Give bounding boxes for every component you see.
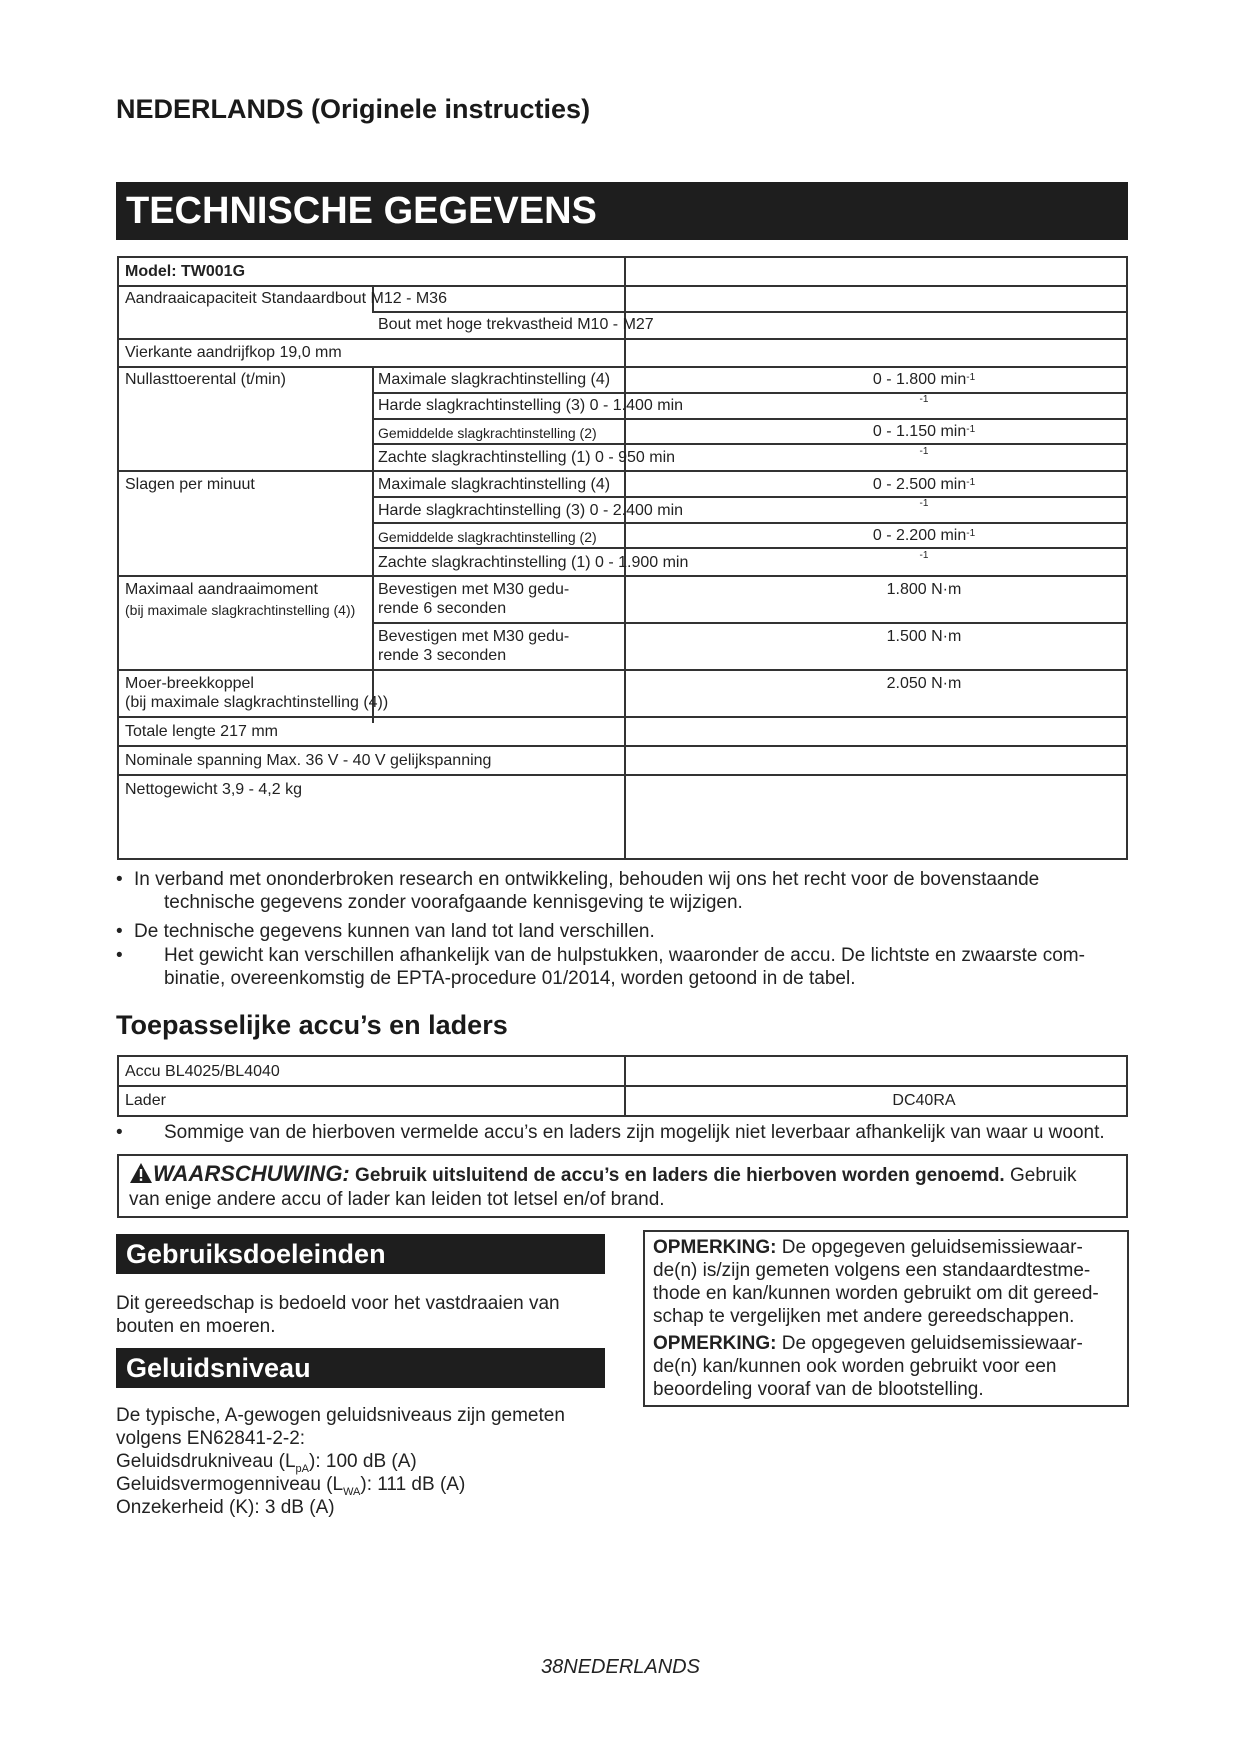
- torque-condition: rende 6 seconden: [378, 600, 507, 617]
- torque-label: Maximaal aandraaimoment: [125, 581, 318, 598]
- note-box: OPMERKING: De opgegeven geluidsemissiewaar- de(n) is/zijn gemeten volgens een standaardtestme- thode en kan/kunnen worden gebruikt om dit gereed- schap te vergelijken met andere gereedschappen. OPMERKING: De opgegeven geluidsemissiewaar- de(n) kan/kunnen ook worden gebruikt voor een beoordeling vooraf van de blootstelling.: [643, 1230, 1129, 1407]
- note-text: de(n) kan/kunnen ook worden gebruikt voor een: [653, 1356, 1057, 1377]
- tech-specs-banner: TECHNISCHE GEGEVENS: [116, 182, 1128, 240]
- noload-value: 0 - 1.150 $\min^{-1}$: [872, 423, 976, 440]
- warning-text-cont: van enige andere accu of lader kan leiden tot letsel en/of brand.: [129, 1189, 665, 1210]
- torque-condition: Bevestigen met M30 gedu-: [378, 628, 570, 645]
- note-text: thode en kan/kunnen worden gebruikt om dit gereed-: [653, 1283, 1099, 1304]
- bpm-setting: Harde slagkrachtinstelling (3) 0 - 2.400 min: [378, 502, 684, 519]
- note-research-cont: technische gegevens zonder voorafgaande kennisgeving te wijzigen.: [164, 892, 743, 913]
- battery-models: Accu BL4025/BL4040: [125, 1063, 280, 1080]
- total-length: Totale lengte 217 mm: [125, 723, 278, 740]
- bpm-setting: Maximale slagkrachtinstelling (4): [378, 476, 611, 493]
- note-label: OPMERKING:: [653, 1333, 777, 1354]
- note-label: OPMERKING:: [653, 1237, 777, 1258]
- bpm-setting: Zachte slagkrachtinstelling (1) 0 - 1.900 min: [378, 554, 689, 571]
- sound-power: Geluidsvermogenniveau $(L_{WA})$: 111 dB (A): [116, 1474, 466, 1498]
- note-weight: Het gewicht kan verschillen afhankelijk van de hulpstukken, waaronder de accu. De lichtste en zwaarste com-: [164, 945, 1085, 966]
- warning-triangle-icon: [129, 1162, 153, 1184]
- noload-setting: Zachte slagkrachtinstelling (1) 0 - 950 min: [378, 449, 676, 466]
- spec-table: [117, 256, 1128, 860]
- torque-condition: rende 3 seconden: [378, 647, 507, 664]
- bullet: •: [116, 921, 123, 942]
- bpm-value: -1: [919, 498, 929, 509]
- battery-table: [117, 1055, 1128, 1117]
- bullet: •: [116, 869, 123, 890]
- warning-box: [117, 1154, 1128, 1218]
- uncertainty: Onzekerheid (K): 3 dB (A): [116, 1497, 335, 1518]
- charger-label: Lader: [125, 1092, 166, 1109]
- noload-setting: Harde slagkrachtinstelling (3) 0 - 1.400 min: [378, 397, 684, 414]
- noise-standard: volgens EN62841-2-2:: [116, 1428, 306, 1449]
- torque-value: 1.800 N·m: [886, 581, 962, 598]
- charger-value: DC40RA: [892, 1092, 956, 1109]
- battery-section-title: Toepasselijke accu’s en laders: [116, 1010, 508, 1040]
- page-footer: 38NEDERLANDS: [541, 1656, 700, 1678]
- torque-value: 1.500 N·m: [886, 628, 962, 645]
- bullet: •: [116, 1122, 123, 1143]
- break-value: 2.050 N·m: [886, 675, 962, 692]
- break-sub: (bij maximale slagkrachtinstelling (4)): [125, 694, 389, 711]
- capacity-high-tensile: Bout met hoge trekvastheid M10 - M27: [378, 316, 654, 333]
- noise-title: Geluidsniveau: [116, 1348, 605, 1388]
- note-country: De technische gegevens kunnen van land tot land verschillen.: [134, 921, 655, 942]
- model-label: Model: TW001G: [125, 263, 246, 280]
- warning-bold-text: Gebruik uitsluitend de accu’s en laders die hierboven worden genoemd.: [355, 1165, 1005, 1186]
- torque-condition: Bevestigen met M30 gedu-: [378, 581, 570, 598]
- net-weight: Nettogewicht 3,9 - 4,2 kg: [125, 781, 302, 798]
- capacity-label: Aandraaicapaciteit Standaardbout M12 - M36: [125, 290, 447, 307]
- noload-setting: Maximale slagkrachtinstelling (4): [378, 371, 611, 388]
- note-research: In verband met ononderbroken research en ontwikkeling, behouden wij ons het recht voor de bovenstaande: [134, 869, 1040, 890]
- bpm-value: 0 - 2.200 $\min^{-1}$: [872, 527, 976, 544]
- note-text: beoordeling vooraf van de blootstelling.: [653, 1379, 984, 1400]
- noload-value: -1: [919, 394, 929, 405]
- break-label: Moer-breekkoppel: [125, 675, 254, 692]
- sound-pressure: Geluidsdrukniveau $(L_{pA})$: 100 dB (A): [116, 1451, 417, 1475]
- usage-text: Dit gereedschap is bedoeld voor het vastdraaien van: [116, 1293, 560, 1314]
- usage-text-cont: bouten en moeren.: [116, 1316, 276, 1337]
- noise-intro: De typische, A-gewogen geluidsniveaus zijn gemeten: [116, 1405, 565, 1426]
- bullet: •: [116, 945, 123, 966]
- noload-setting: Gemiddelde slagkrachtinstelling (2): [378, 425, 597, 441]
- bpm-label: Slagen per minuut: [125, 476, 255, 493]
- torque-sub: (bij maximale slagkrachtinstelling (4)): [125, 602, 356, 618]
- battery-availability-note: Sommige van de hierboven vermelde accu’s en laders zijn mogelijk niet leverbaar afhankelijk van waar u woont.: [164, 1122, 1105, 1143]
- note-text: schap te vergelijken met andere gereedschappen.: [653, 1306, 1075, 1327]
- rated-voltage: Nominale spanning Max. 36 V - 40 V gelijkspanning: [125, 752, 492, 769]
- warning-text: Gebruik: [1010, 1165, 1077, 1186]
- bpm-value: 0 - 2.500 $\min^{-1}$: [872, 476, 976, 493]
- bpm-value: -1: [919, 550, 929, 561]
- note-text: de(n) is/zijn gemeten volgens een standaardtestme-: [653, 1260, 1091, 1281]
- square-drive: Vierkante aandrijfkop 19,0 mm: [125, 344, 342, 361]
- warning-title: WAARSCHUWING:: [153, 1161, 350, 1186]
- noload-value: -1: [919, 446, 929, 457]
- bpm-setting: Gemiddelde slagkrachtinstelling (2): [378, 529, 597, 545]
- usage-title: Gebruiksdoeleinden: [116, 1234, 605, 1274]
- noload-value: 0 - 1.800 $\min^{-1}$: [872, 371, 976, 388]
- noload-label: Nullasttoerental (t/min): [125, 371, 286, 388]
- note-weight-cont: binatie, overeenkomstig de EPTA-procedure 01/2014, worden getoond in de tabel.: [164, 968, 856, 989]
- language-title: NEDERLANDS (Originele instructies): [116, 94, 591, 124]
